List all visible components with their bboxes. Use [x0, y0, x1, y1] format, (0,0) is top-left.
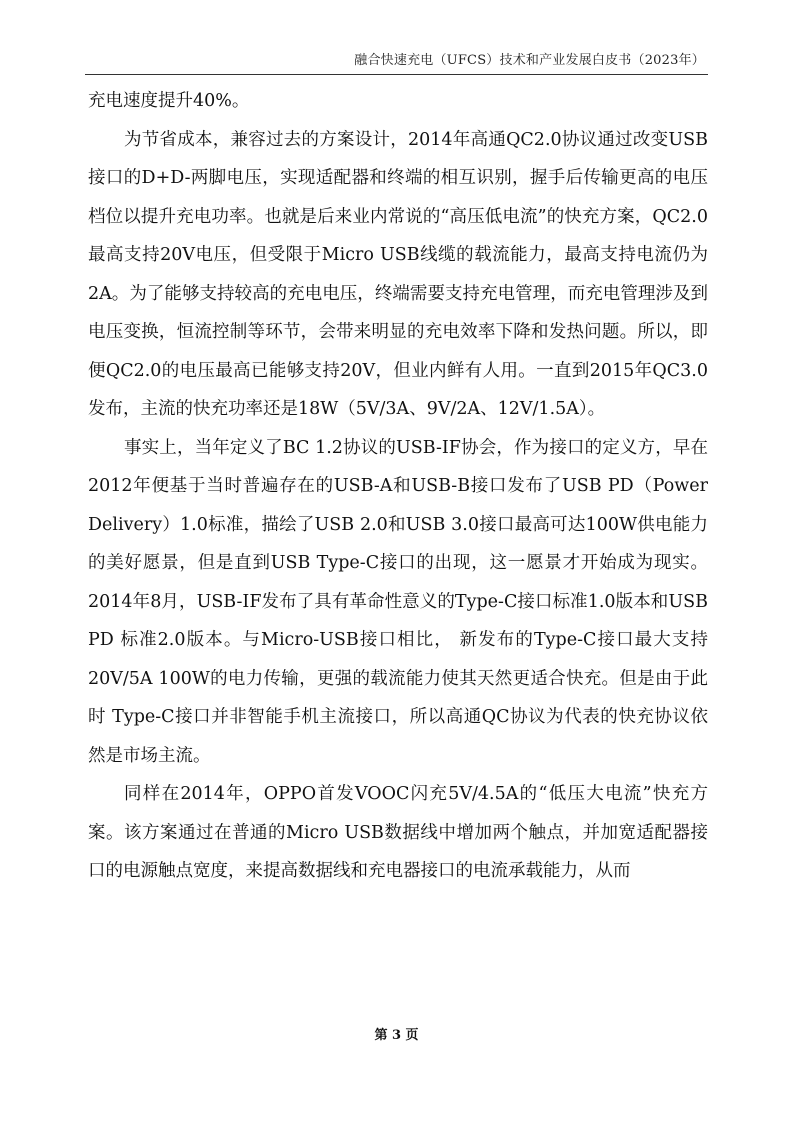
body-text: [88, 82, 708, 891]
header-divider: [85, 74, 708, 75]
running-header-title: 融合快速充电（UFCS）技术和产业发展白皮书（2023年）: [354, 53, 705, 68]
paragraph-continuation: 充电速度提升40%。: [88, 91, 250, 111]
paragraph-vooc-history: 同样在2014年，OPPO首发VOOC闪充5V/4.5A的“低压大电流”快充方案。该方案通过在普通的Micro USB数据线中增加两个触点，并加宽适配器接口的电源触点宽度，来提高数据线和充电器接口的电流承载能力，从而: [88, 784, 708, 881]
page-number: 第 3 页: [374, 1028, 419, 1043]
paragraph-usb-pd-history: 事实上，当年定义了BC 1.2协议的USB-IF协会，作为接口的定义方，早在2012年便基于当时普遍存在的USB-A和USB-B接口发布了USB PD（Power Delivery）1.0标准，描绘了USB 2.0和USB 3.0接口最高可达100W供电能力的美好愿景，但是直到USB Type-C接口的出现，这一愿景才开始成为现实。2014年8月，USB-IF发布了具有革命性意义的Type-C接口标准1.0版本和USB PD 标准2.0版本。与Micro-USB接口相比， 新发布的Type-C接口最大支持20V/5A 100W的电力传输，更强的载流能力使其天然更适合快充。但是由于此时 Type-C接口并非智能手机主流接口，所以高通QC协议为代表的快充协议依然是市场主流。: [88, 437, 708, 766]
paragraph-qc2-history: 为节省成本，兼容过去的方案设计，2014年高通QC2.0协议通过改变USB接口的D+D-两脚电压，实现适配器和终端的相互识别，握手后传输更高的电压档位以提升充电功率。也就是后来业内常说的“高压低电流”的快充方案，QC2.0最高支持20V电压，但受限于Micro USB线缆的载流能力，最高支持电流仍为2A。为了能够支持较高的充电电压，终端需要支持充电管理，而充电管理涉及到电压变换，恒流控制等环节，会带来明显的充电效率下降和发热问题。所以，即便QC2.0的电压最高已能够支持20V，但业内鲜有人用。一直到2015年QC3.0发布，主流的快充功率还是18W（5V/3A、9V/2A、12V/1.5A）。: [88, 129, 708, 419]
